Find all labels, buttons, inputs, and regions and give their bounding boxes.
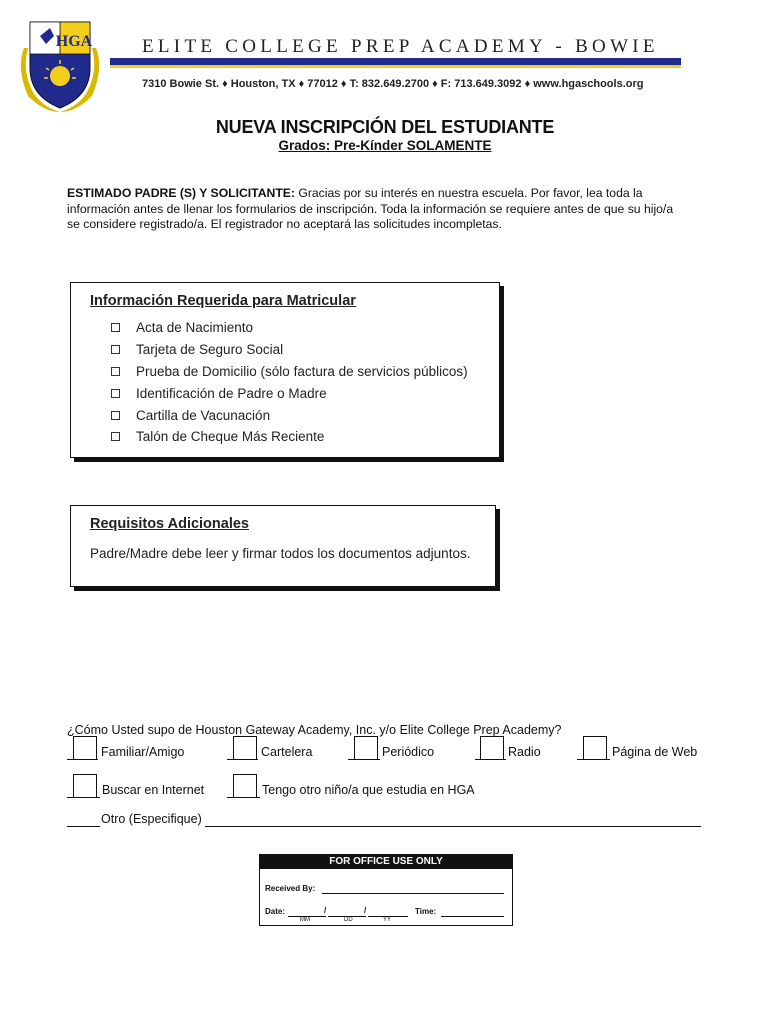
date-separator: / (364, 906, 367, 915)
list-item (111, 361, 468, 383)
office-use-box (259, 854, 513, 926)
required-info-title: Información Requerida para Matricular (90, 293, 356, 309)
checkbox-icon[interactable] (111, 411, 120, 420)
option-label-otro: Otro (Especifique) (101, 812, 202, 826)
page-title: NUEVA INSCRIPCIÓN DEL ESTUDIANTE (215, 117, 555, 137)
date-mm-hint: MM (300, 917, 310, 923)
intro-lead: ESTIMADO PADRE (S) Y SOLICITANTE: (67, 186, 295, 200)
option-checkbox-familiar[interactable] (73, 736, 97, 760)
list-item-label: Talón de Cheque Más Reciente (136, 429, 325, 445)
date-dd-hint: DD (344, 917, 353, 923)
date-yy-hint: YY (383, 917, 392, 923)
option-checkbox-periodico[interactable] (354, 736, 378, 760)
survey-question: ¿Cómo Usted supo de Houston Gateway Academy, Inc. y/o Elite College Prep Academy? (67, 723, 562, 737)
required-info-box (70, 282, 500, 458)
list-item (111, 382, 468, 404)
checkbox-icon[interactable] (111, 323, 120, 332)
list-item-label: Prueba de Domicilio (sólo factura de servicios públicos) (136, 363, 468, 379)
time-field[interactable] (441, 916, 504, 917)
option-label-internet: Buscar en Internet (102, 783, 205, 797)
list-item (111, 404, 468, 426)
date-separator: / (324, 906, 327, 915)
option-checkbox-web[interactable] (583, 736, 607, 760)
intro-body: Gracias por su interés en nuestra escuela. Por favor, lea toda la información antes de llenar los formularios de inscripción. Toda la información se requiere antes de que su hijo/a se considere registrado/a. El registrador no aceptará las solicitudes incompletas. (67, 186, 674, 231)
sun-icon (50, 66, 70, 86)
list-item-label: Acta de Nacimiento (136, 320, 254, 336)
date-label: Date: (265, 907, 286, 916)
checkbox-icon[interactable] (111, 432, 120, 441)
time-label: Time: (415, 907, 437, 916)
received-by-field[interactable] (322, 893, 504, 894)
option-label-hga: Tengo otro niño/a que estudia en HGA (262, 783, 475, 797)
additional-requirements-text: Padre/Madre debe leer y firmar todos los documentos adjuntos. (90, 546, 471, 561)
option-label-cartelera: Cartelera (261, 745, 313, 759)
checkbox-icon[interactable] (111, 389, 120, 398)
list-item (111, 339, 468, 361)
option-checkbox-radio[interactable] (480, 736, 504, 760)
option-underline (67, 826, 100, 827)
option-checkbox-hga[interactable] (233, 774, 257, 798)
list-item (111, 317, 468, 339)
additional-requirements-title: Requisitos Adicionales (90, 516, 249, 532)
checkbox-icon[interactable] (111, 345, 120, 354)
option-label-periodico: Periódico (382, 745, 435, 759)
checkbox-icon[interactable] (111, 367, 120, 376)
intro-paragraph (67, 186, 677, 233)
list-item (111, 426, 468, 448)
additional-requirements-box (70, 505, 496, 587)
received-by-label: Received By: (265, 884, 316, 893)
option-checkbox-internet[interactable] (73, 774, 97, 798)
list-item-label: Identificación de Padre o Madre (136, 385, 327, 401)
school-name: ELITE COLLEGE PREP ACADEMY - BOWIE (142, 36, 659, 57)
otro-specify-field[interactable] (205, 826, 701, 827)
option-label-radio: Radio (508, 745, 541, 759)
school-address: 7310 Bowie St. ♦ Houston, TX ♦ 77012 ♦ T: 832.649.2700 ♦ F: 713.649.3092 ♦ www.hgaschools.org (142, 78, 644, 90)
list-item-label: Cartilla de Vacunación (136, 407, 271, 423)
option-label-familiar: Familiar/Amigo (101, 745, 185, 759)
header-band-yellow (110, 65, 681, 68)
header-band-blue (110, 58, 681, 65)
office-use-header: FOR OFFICE USE ONLY (260, 855, 512, 869)
list-item-label: Tarjeta de Seguro Social (136, 342, 284, 358)
option-label-web: Página de Web (612, 745, 698, 759)
logo-letters: HGA (55, 33, 93, 50)
school-logo (14, 8, 106, 116)
page-subtitle: Grados: Pre-Kínder SOLAMENTE (278, 138, 492, 153)
required-info-list (111, 317, 468, 448)
option-checkbox-cartelera[interactable] (233, 736, 257, 760)
